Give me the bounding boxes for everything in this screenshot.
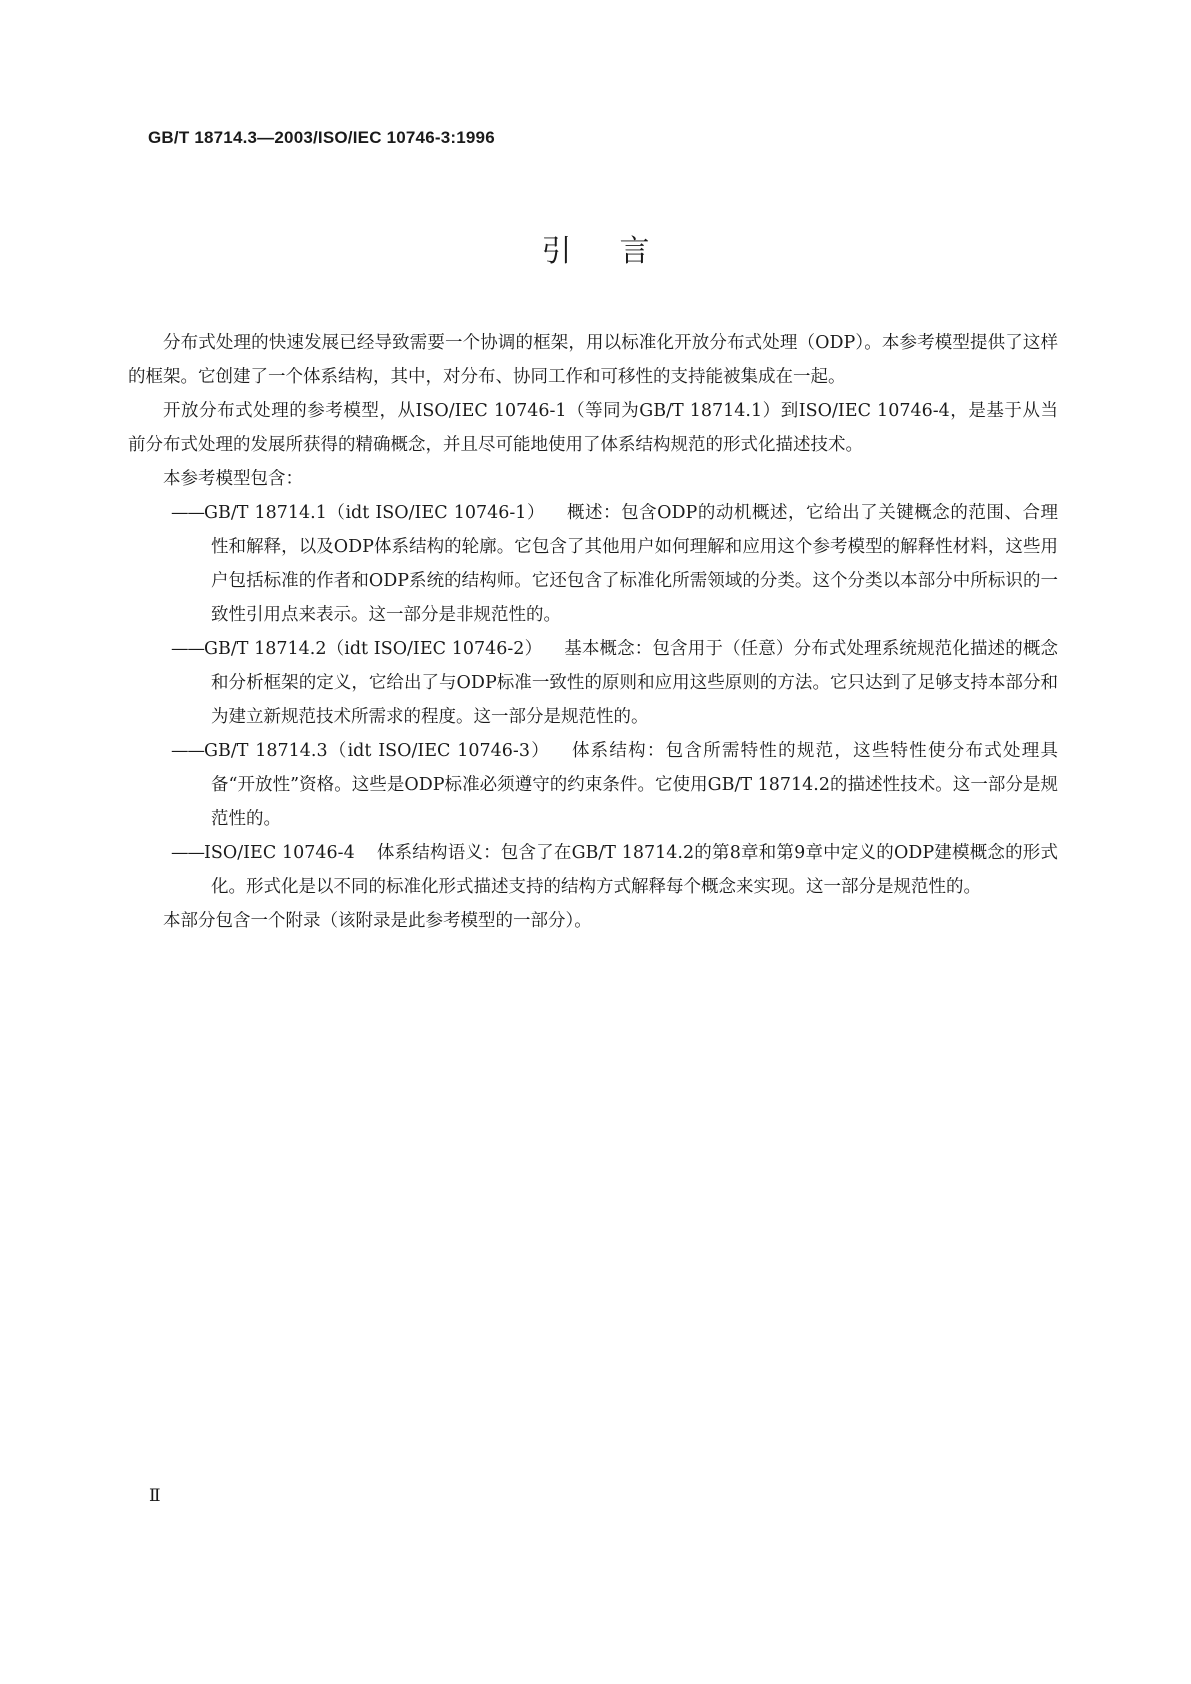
part-description: 体系结构：包含所需特性的规范，这些特性使分布式处理具备“开放性”资格。这些是ODP标准必须遵守的约束条件。它使用GB/T 18714.2的描述性技术。这一部分是规范性的。 xyxy=(211,741,1059,829)
standard-number-header: GB/T 18714.3—2003/ISO/IEC 10746-3:1996 xyxy=(148,128,495,147)
list-item xyxy=(128,632,1058,734)
list-item xyxy=(128,496,1058,632)
list-item xyxy=(128,836,1058,904)
list-item xyxy=(128,734,1058,836)
list-dash: —— xyxy=(171,843,204,863)
reference-model-paragraph: 开放分布式处理的参考模型，从ISO/IEC 10746-1（等同为GB/T 18714.1）到ISO/IEC 10746-4，是基于从当前分布式处理的发展所获得的精确概念，并且尽可能地使用了体系结构规范的形式化描述技术。 xyxy=(128,401,1058,455)
part-code: GB/T 18714.2（idt ISO/IEC 10746-2） xyxy=(204,639,543,659)
list-dash: —— xyxy=(171,503,204,523)
page-title: 引言 xyxy=(541,234,698,269)
part-code: ISO/IEC 10746-4 xyxy=(204,843,355,863)
page-number: Ⅱ xyxy=(149,1486,161,1505)
contents-lead-paragraph: 本参考模型包含： xyxy=(163,469,303,489)
document-body xyxy=(128,326,1058,938)
part-description: 基本概念：包含用于（任意）分布式处理系统规范化描述的概念和分析框架的定义，它给出了与ODP标准一致性的原则和应用这些原则的方法。它只达到了足够支持本部分和为建立新规范技术所需求的程度。这一部分是规范性的。 xyxy=(211,639,1059,727)
part-code: GB/T 18714.1（idt ISO/IEC 10746-1） xyxy=(204,503,545,523)
list-dash: —— xyxy=(171,741,204,761)
list-dash: —— xyxy=(171,639,204,659)
part-code: GB/T 18714.3（idt ISO/IEC 10746-3） xyxy=(204,741,550,761)
parts-list xyxy=(128,496,1058,904)
closing-paragraph: 本部分包含一个附录（该附录是此参考模型的一部分）。 xyxy=(163,911,592,931)
intro-paragraph: 分布式处理的快速发展已经导致需要一个协调的框架，用以标准化开放分布式处理（ODP）。本参考模型提供了这样的框架。它创建了一个体系结构，其中，对分布、协同工作和可移性的支持能被集成在一起。 xyxy=(128,333,1058,387)
part-description: 概述：包含ODP的动机概述，它给出了关键概念的范围、合理性和解释，以及ODP体系结构的轮廓。它包含了其他用户如何理解和应用这个参考模型的解释性材料，这些用户包括标准的作者和ODP系统的结构师。它还包含了标准化所需领域的分类。这个分类以本部分中所标识的一致性引用点来表示。这一部分是非规范性的。 xyxy=(211,503,1059,625)
part-description: 体系结构语义：包含了在GB/T 18714.2的第8章和第9章中定义的ODP建模概念的形式化。形式化是以不同的标准化形式描述支持的结构方式解释每个概念来实现。这一部分是规范性的。 xyxy=(211,843,1058,897)
